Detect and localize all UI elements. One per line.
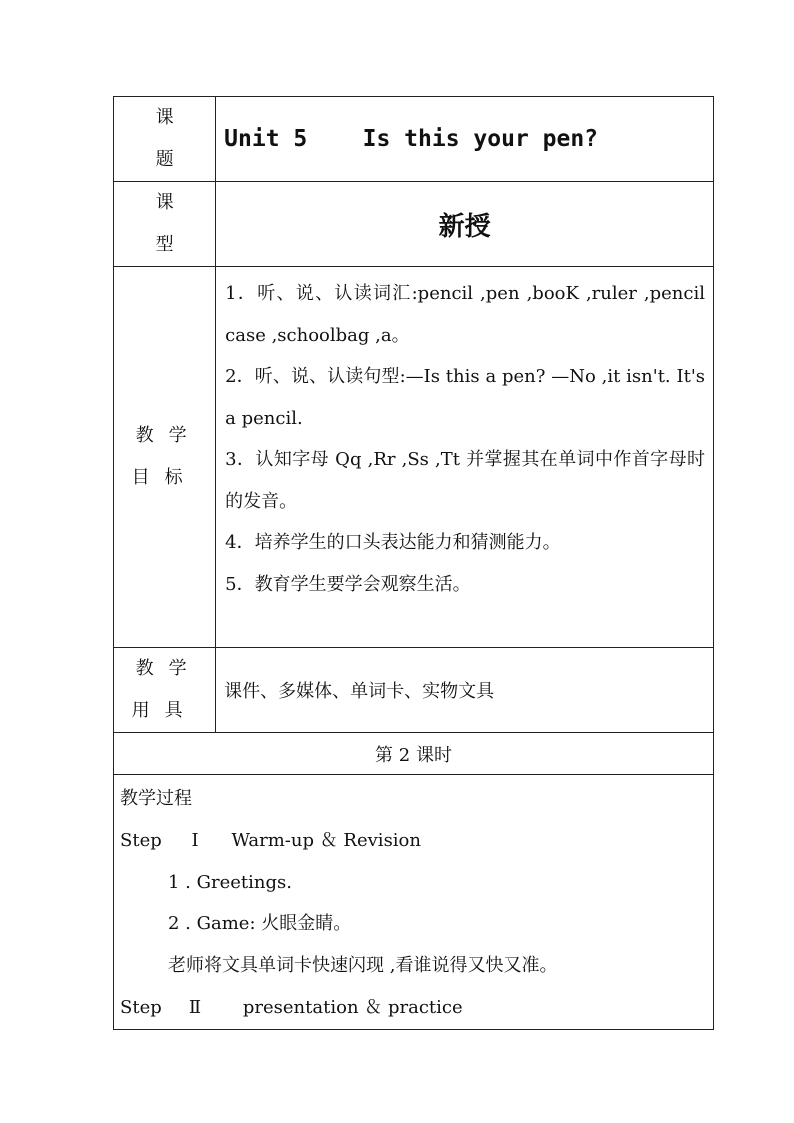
goals-row: [114, 267, 714, 648]
type-label: 课型: [155, 192, 174, 255]
process-heading: 教学过程: [120, 788, 192, 809]
goals-label: 教学目标: [131, 425, 202, 488]
goal-item-2: 2．听、说、认读句型:—Is this a pen? —No ,it isn't. It's a pencil.: [225, 366, 705, 429]
process-item-1: 1 . Greetings.: [168, 871, 292, 893]
step-1-number: Ⅰ: [191, 829, 199, 851]
process-item-3: 老师将文具单词卡快速闪现 ,看谁说得又快又准。: [168, 955, 558, 977]
goals-label-cell: [114, 267, 216, 648]
step-2: [120, 987, 705, 1029]
process-item-2: 2 . Game: 火眼金睛。: [168, 913, 352, 935]
goal-item-1: 1．听、说、认读词汇:pencil ,pen ,booK ,ruler ,pencil case ,schoolbag ,a。: [225, 283, 705, 346]
type-cell: [216, 182, 714, 267]
tools-cell: [216, 648, 714, 733]
title-label-cell: [114, 97, 216, 182]
process-cell: [114, 775, 714, 1030]
lesson-type: 新授: [438, 211, 491, 242]
title-label: 课题: [155, 107, 174, 170]
step-1-title: Warm-up ＆ Revision: [231, 829, 421, 851]
step-2-title: presentation ＆ practice: [242, 996, 463, 1018]
period-cell: [114, 733, 714, 775]
goal-item-4: 4．培养学生的口头表达能力和猜测能力。: [225, 532, 561, 553]
title-cell: [216, 97, 714, 182]
period-row: [114, 733, 714, 775]
title-row: [114, 97, 714, 182]
goal-item-3: 3．认知字母 Qq ,Rr ,Ss ,Tt 并掌握其在单词中作首字母时的发音。: [225, 449, 705, 512]
step-2-number: Ⅱ: [188, 996, 202, 1018]
step-1-label: Step: [120, 829, 162, 851]
type-label-cell: [114, 182, 216, 267]
teaching-tools: 课件、多媒体、单词卡、实物文具: [224, 681, 495, 702]
tools-label-cell: [114, 648, 216, 733]
step-2-label: Step: [120, 996, 162, 1018]
lesson-title: Unit 5 Is this your pen?: [224, 126, 599, 152]
lesson-period: 第 2 课时: [375, 744, 452, 766]
process-row: [114, 775, 714, 1030]
goals-cell: [216, 267, 714, 648]
tools-label: 教学用具: [131, 658, 202, 721]
goal-item-5: 5．教育学生要学会观察生活。: [225, 573, 471, 595]
lesson-plan-table: [113, 96, 714, 1030]
tools-row: [114, 648, 714, 733]
step-1: [120, 820, 705, 862]
type-row: [114, 182, 714, 267]
